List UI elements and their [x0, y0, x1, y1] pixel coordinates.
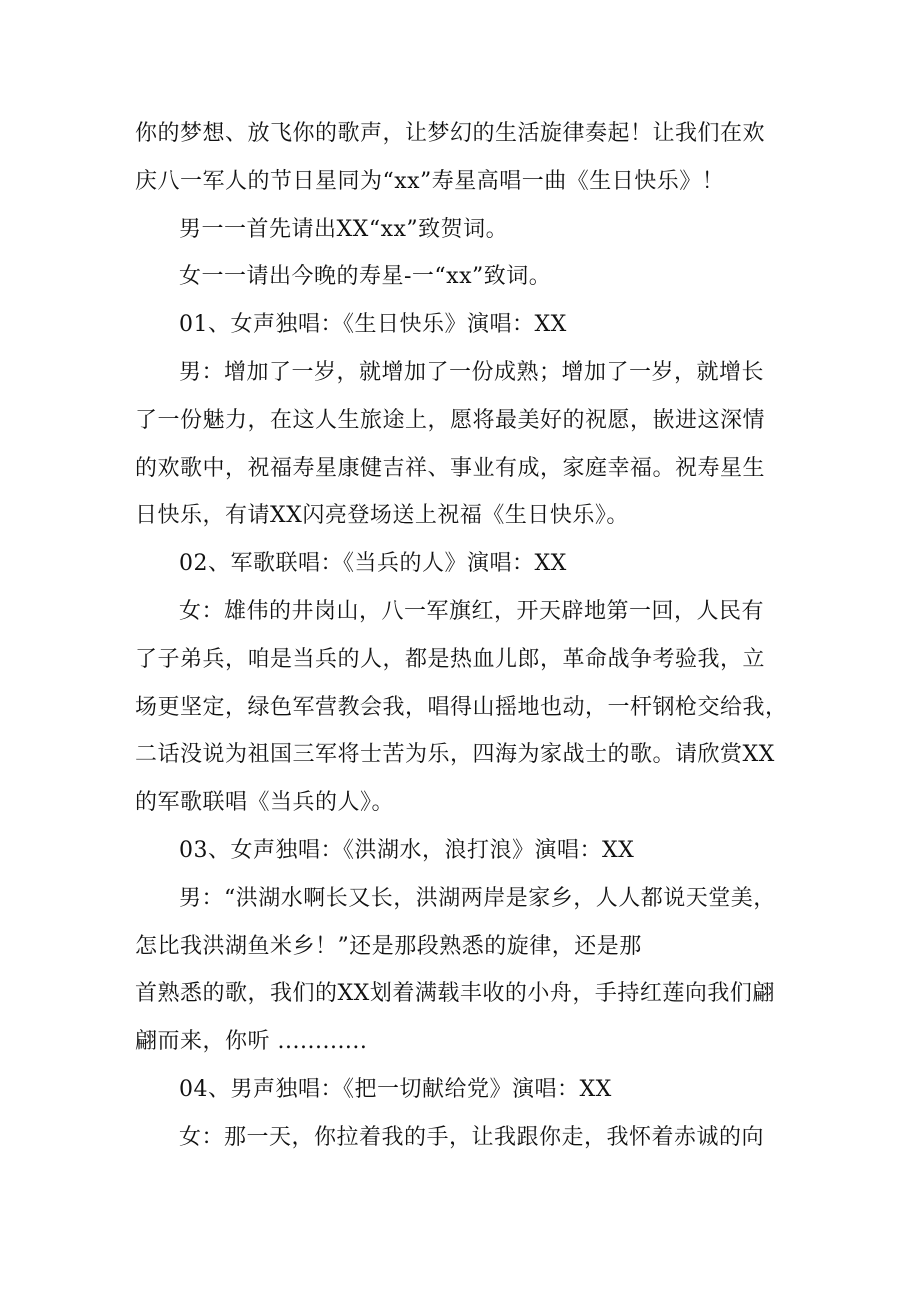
- text-line: 女：雄伟的井岗山，八一军旗红，开天辟地第一回，人民有: [179, 598, 765, 624]
- document-body: [135, 110, 795, 1162]
- text-line: 你的梦想、放飞你的歌声，让梦幻的生活旋律奏起！让我们在欢: [135, 121, 766, 146]
- text-line: 日快乐，有请XX闪亮登场送上祝福《生日快乐》。: [135, 503, 629, 529]
- text-line: 了子弟兵，咱是当兵的人，都是热血儿郎，革命战争考验我，立: [135, 646, 766, 672]
- program-item-heading: 03、女声独唱：《洪湖水，浪打浪》演唱：XX: [179, 837, 635, 863]
- text-line: 庆八一军人的节日星同为“xx”寿星高唱一曲《生日快乐》！: [135, 168, 725, 194]
- text-line: 二话没说为祖国三军将士苦为乐，四海为家战士的歌。请欣赏XX: [135, 742, 775, 768]
- text-line: 了一份魅力，在这人生旅途上，愿将最美好的祝愿，嵌进这深情: [135, 407, 766, 433]
- program-item-heading: 02、军歌联唱：《当兵的人》演唱：XX: [179, 551, 567, 577]
- program-item-heading: 01、女声独唱：《生日快乐》演唱：XX: [179, 312, 567, 338]
- text-line: 男一一首先请出XX“xx”致贺词。: [179, 216, 509, 242]
- text-line: 女：那一天，你拉着我的手，让我跟你走，我怀着赤诚的向: [179, 1124, 765, 1150]
- text-line: 的欢歌中，祝福寿星康健吉祥、事业有成，家庭幸福。祝寿星生: [135, 455, 766, 481]
- text-line: 的军歌联唱《当兵的人》。: [135, 790, 395, 816]
- text-line: 场更坚定，绿色军营教会我，唱得山摇地也动，一杆钢枪交给我，: [135, 694, 788, 720]
- text-line: 女一一请出今晚的寿星-一“xx”致词。: [179, 264, 552, 290]
- text-line: 怎比我洪湖鱼米乡！”还是那段熟悉的旋律，还是那: [135, 933, 642, 959]
- program-item-heading: 04、男声独唱：《把一切献给党》演唱：XX: [179, 1076, 612, 1102]
- text-line: 男：增加了一岁，就增加了一份成熟；增加了一岁，就增长: [179, 359, 765, 385]
- text-line: 翩而来，你听 ............: [135, 1029, 368, 1055]
- text-line: 男：“洪湖水啊长又长，洪湖两岸是家乡，人人都说天堂美，: [179, 885, 776, 911]
- text-line: 首熟悉的歌，我们的XX划着满载丰收的小舟，手持红莲向我们翩: [135, 981, 775, 1007]
